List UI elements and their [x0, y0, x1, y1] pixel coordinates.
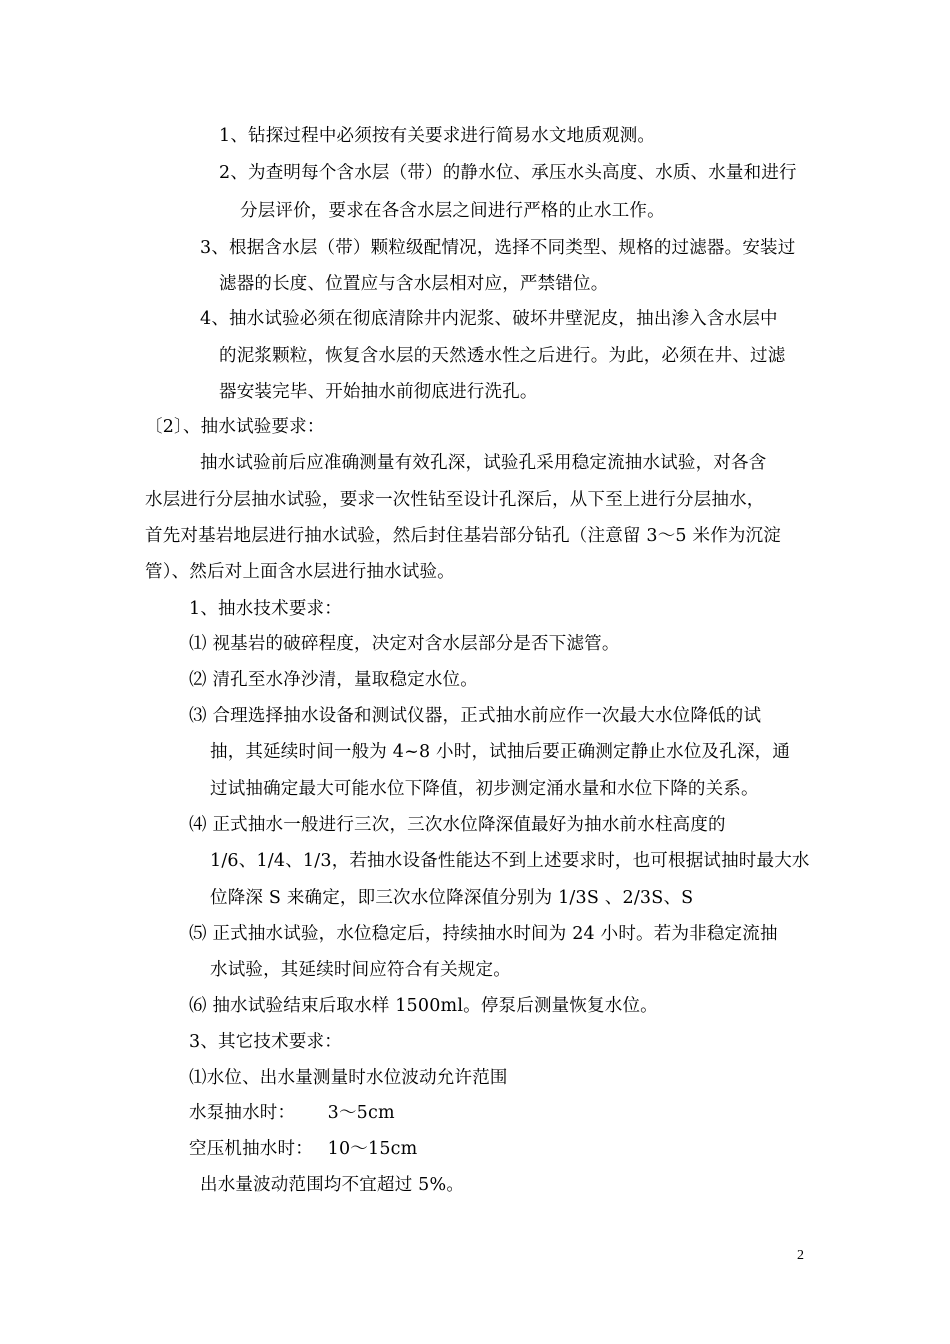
subsection-heading: 1、抽水技术要求： — [189, 599, 342, 619]
text-line: ⑸ 正式抽水试验，水位稳定后，持续抽水时间为 24 小时。若为非稳定流抽 — [189, 924, 778, 944]
text-line: 首先对基岩地层进行抽水试验，然后封住基岩部分钻孔（注意留 3～5 米作为沉淀 — [145, 526, 781, 546]
text-line: 空压机抽水时： 10～15cm — [189, 1139, 418, 1159]
text-line: 2、为查明每个含水层（带）的静水位、承压水头高度、水质、水量和进行 — [219, 163, 797, 183]
text-line: ⑹ 抽水试验结束后取水样 1500ml。停泵后测量恢复水位。 — [189, 996, 658, 1016]
text-line: 分层评价，要求在各含水层之间进行严格的止水工作。 — [240, 201, 665, 221]
text-line: 的泥浆颗粒，恢复含水层的天然透水性之后进行。为此，必须在井、过滤 — [219, 346, 786, 366]
text-line: ⑴水位、出水量测量时水位波动允许范围 — [189, 1068, 508, 1088]
text-line: 出水量波动范围均不宜超过 5%。 — [200, 1175, 465, 1195]
text-line: ⑶ 合理选择抽水设备和测试仪器，正式抽水前应作一次最大水位降低的试 — [189, 706, 762, 726]
text-line: 3、根据含水层（带）颗粒级配情况，选择不同类型、规格的过滤器。安装过 — [200, 238, 796, 258]
text-line: 1/6、1/4、1/3，若抽水设备性能达不到上述要求时，也可根据试抽时最大水 — [210, 851, 810, 871]
text-line: ⑴ 视基岩的破碎程度，决定对含水层部分是否下滤管。 — [189, 634, 620, 654]
text-line: ⑷ 正式抽水一般进行三次，三次水位降深值最好为抽水前水柱高度的 — [189, 815, 726, 835]
text-line: 水泵抽水时： 3～5cm — [189, 1103, 395, 1123]
text-line: 1、钻探过程中必须按有关要求进行简易水文地质观测。 — [219, 126, 656, 146]
text-line: 抽水试验前后应准确测量有效孔深，试验孔采用稳定流抽水试验，对各含 — [200, 453, 767, 473]
text-line: 位降深 S 来确定，即三次水位降深值分别为 1/3S 、2/3S、S — [210, 888, 694, 908]
text-line: 管）、然后对上面含水层进行抽水试验。 — [145, 562, 455, 582]
text-line: 抽，其延续时间一般为 4~8 小时，试抽后要正确测定静止水位及孔深，通 — [210, 742, 791, 762]
text-line: ⑵ 清孔至水净沙清，量取稳定水位。 — [189, 670, 478, 690]
text-line: 过试抽确定最大可能水位下降值，初步测定涌水量和水位下降的关系。 — [210, 779, 759, 799]
text-line: 水试验，其延续时间应符合有关规定。 — [210, 960, 511, 980]
page-number: 2 — [797, 1248, 804, 1263]
text-line: 器安装完毕、开始抽水前彻底进行洗孔。 — [219, 382, 538, 402]
text-line: 水层进行分层抽水试验，要求一次性钻至设计孔深后，从下至上进行分层抽水， — [145, 490, 765, 510]
text-line: 滤器的长度、位置应与含水层相对应，严禁错位。 — [219, 274, 609, 294]
text-line: 4、抽水试验必须在彻底清除井内泥浆、破坏井壁泥皮，抽出渗入含水层中 — [200, 309, 778, 329]
subsection-heading: 3、其它技术要求： — [189, 1032, 342, 1052]
section-heading: 〔2〕、抽水试验要求： — [145, 417, 325, 437]
